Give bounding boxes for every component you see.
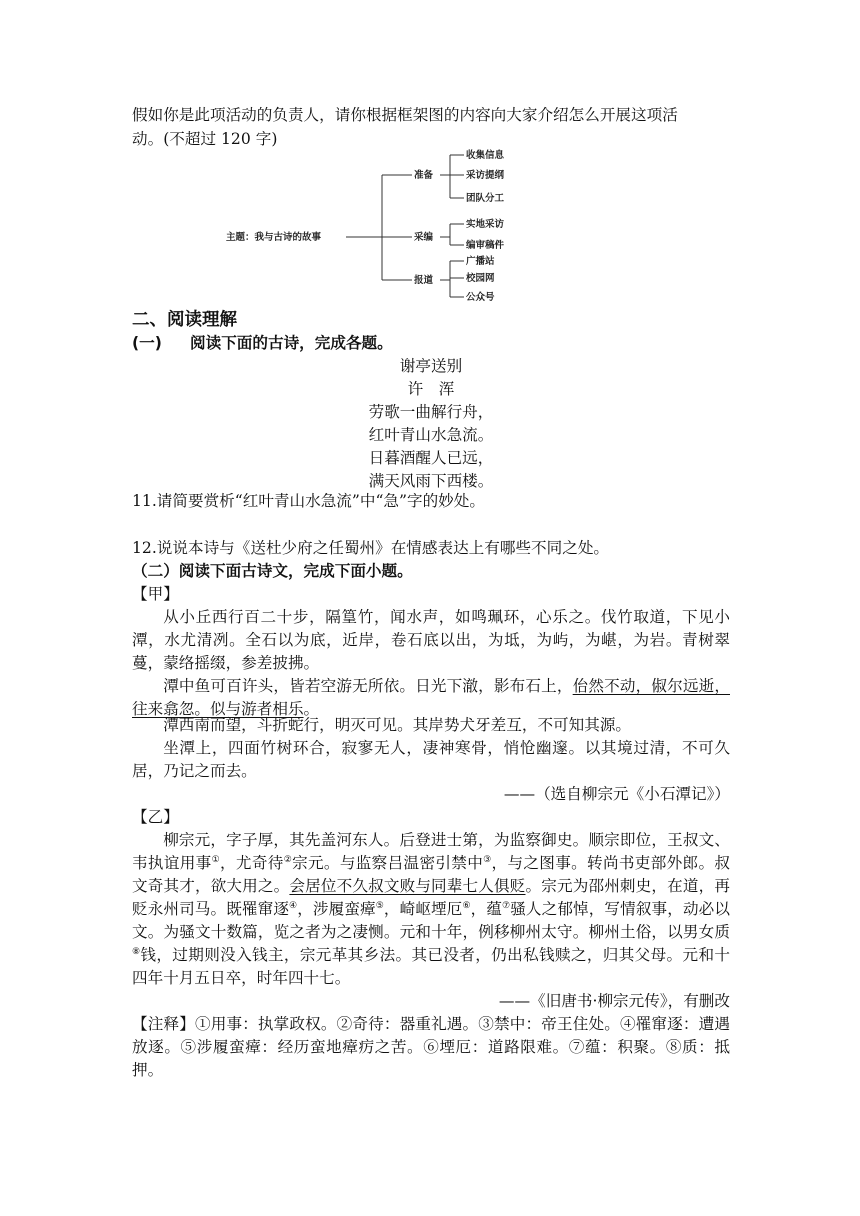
jia-label: 【甲】 [132, 585, 179, 603]
diagram-leaf: 编审稿件 [466, 240, 505, 251]
yi-text: 骚人之郁悼，写情叙事，动必以文。为骚文十数篇，览之者为之凄恻。元和十年，例移柳州太守。柳州土俗，以男女质 [132, 900, 730, 941]
jia-source: ——（选自柳宗元《小石潭记》） [503, 785, 730, 803]
note-mark: ③ [483, 854, 492, 865]
question-12: 12.说说本诗与《送杜少府之任蜀州》在情感表达上有哪些不同之处。 [132, 539, 610, 557]
yi-underlined: 会居位不久叔文败与同辈七人俱贬 [289, 877, 526, 895]
diagram-branch-edit: 采编 [414, 232, 434, 243]
part1-title: 阅读下面的古诗，完成各题。 [190, 334, 393, 352]
yi-label: 【乙】 [132, 808, 179, 826]
poem-author: 许 浑 [407, 380, 455, 398]
poem-line: 满天风雨下西楼。 [368, 472, 494, 490]
yi-paragraph [132, 829, 730, 990]
jia-p2-underlined: 佁然不动，俶尔远逝，往来翕忽。似与游者相乐 [132, 677, 730, 718]
diagram-leaf: 公众号 [466, 292, 495, 303]
yi-text: ，涉履蛮瘴 [297, 900, 376, 918]
notes [132, 1013, 730, 1082]
jia-paragraph-3: 潭西南而望，斗折蛇行，明灭可见。其岸势犬牙差互，不可知其源。 [163, 716, 632, 734]
notes-label: 【注释】 [132, 1015, 195, 1033]
diagram-leaf: 采访提纲 [466, 170, 505, 181]
diagram-root: 主题：我与古诗的故事 [226, 232, 322, 243]
note-mark: ⑧ [132, 946, 141, 957]
framework-diagram [222, 147, 522, 307]
jia-p2-end: 。 [303, 700, 320, 718]
note-mark: ④ [289, 900, 298, 911]
diagram-leaf: 收集信息 [466, 150, 505, 161]
yi-text: 钱，过期则没入钱主，宗元革其乡法。其已没者，仍出私钱赎之，归其父母。元和十四年十月五日卒，时年四十七。 [132, 946, 730, 987]
note-mark: ⑦ [502, 900, 511, 911]
part2-title: （二）阅读下面古诗文，完成下面小题。 [132, 562, 413, 580]
notes-text: ①用事：执掌政权。②奇待：器重礼遇。③禁中：帝王住处。④罹窜逐：遭遇放逐。⑤涉履蛮瘴：经历蛮地瘴疠之苦。⑥堙厄：道路限难。⑦蕴：积聚。⑧质：抵押。 [132, 1015, 730, 1079]
yi-text: ，尤奇待 [220, 854, 284, 872]
note-mark: ② [283, 854, 293, 865]
note-mark: ① [211, 854, 220, 865]
jia-paragraph-4: 坐潭上，四面竹树环合，寂寥无人，凄神寒骨，悄怆幽邃。以其境过清，不可久居，乃记之而去。 [132, 739, 730, 780]
yi-text: 。宗元为邵州刺史，在道，再贬永州司马。既罹窜逐 [132, 877, 730, 918]
diagram-leaf: 校园网 [466, 273, 495, 284]
diagram-connectors [346, 155, 464, 297]
diagram-leaf: 实地采访 [466, 219, 505, 230]
yi-text: 柳宗元，字子厚，其先盖河东人。后登进士第，为监察御史。顺宗即位，王叔文、韦执谊用事 [132, 831, 730, 872]
yi-text: ，与之图事。转尚书吏部外郎。叔文奇其才，欲大用之。 [132, 854, 730, 895]
intro-line-1: 假如你是此项活动的负责人，请你根据框架图的内容向大家介绍怎么开展这项活 [132, 106, 678, 124]
diagram-leaf: 广播站 [466, 256, 495, 267]
poem-title: 谢亭送别 [399, 357, 463, 375]
note-mark: ⑥ [462, 900, 471, 911]
yi-text: ，崎岖堙厄 [383, 900, 463, 918]
question-11: 11.请简要赏析“红叶青山水急流”中“急”字的妙处。 [132, 492, 485, 510]
jia-paragraph-1: 从小丘西行百二十步，隔篁竹，闻水声，如鸣珮环，心乐之。伐竹取道，下见小潭，水尤清冽。全石以为底，近岸，卷石底以出，为坻，为屿，为嵁，为岩。青树翠蔓，蒙络摇缀，参差披拂。 [132, 608, 730, 672]
poem-line: 劳歌一曲解行舟， [368, 403, 494, 421]
poem-line: 红叶青山水急流。 [368, 426, 494, 444]
diagram-branch-prepare: 准备 [414, 170, 434, 181]
yi-text: ，蕴 [470, 900, 503, 918]
jia-p2-text: 潭中鱼可百许头，皆若空游无所依。日光下澈，影布石上， [163, 677, 573, 695]
part1-label: (一) [132, 334, 162, 352]
intro-line-2: 动。(不超过 120 字) [132, 130, 278, 148]
yi-text: 宗元。与监察吕温密引禁中 [292, 854, 484, 872]
note-mark: ⑤ [375, 900, 384, 911]
diagram-leaf: 团队分工 [466, 193, 505, 204]
yi-source: ——《旧唐书·柳宗元传》，有删改 [498, 992, 730, 1010]
section-heading: 二、阅读理解 [132, 310, 237, 330]
poem-line: 日暮酒醒人已远， [368, 449, 494, 467]
diagram-branch-report: 报道 [414, 275, 434, 286]
